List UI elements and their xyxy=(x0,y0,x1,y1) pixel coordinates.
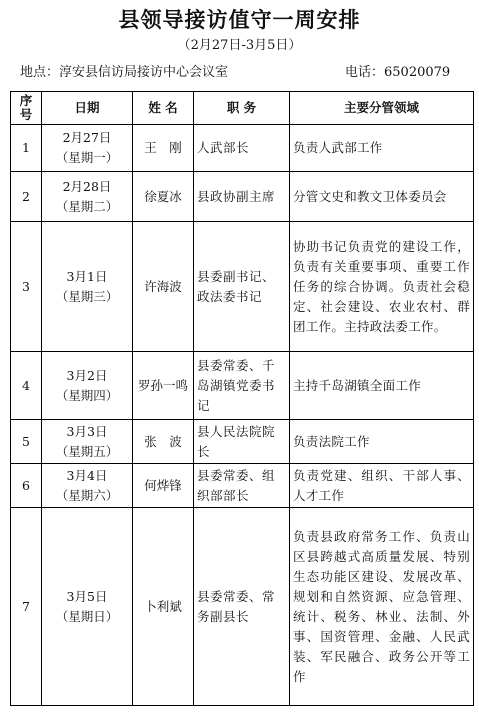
row-name: 卜利斌 xyxy=(133,508,194,706)
date-text: 3月1日 xyxy=(66,268,108,284)
table-row xyxy=(11,464,474,508)
row-duties: 负责县政府常务工作、负责山区县跨越式高质量发展、特别生态功能区建设、发展改革、规划和自然资源、应急管理、统计、税务、林业、法制、外事、国资管理、金融、人民武装、军民融合、政务公开等工作 xyxy=(290,508,474,706)
row-date xyxy=(42,420,133,464)
weekday-text: （星期六） xyxy=(55,487,119,503)
weekday-text: （星期三） xyxy=(55,288,119,304)
header-duties: 主要分管领域 xyxy=(290,92,474,125)
header-position: 职 务 xyxy=(194,92,290,125)
row-position: 县委常委、组织部部长 xyxy=(194,464,290,508)
weekday-text: （星期五） xyxy=(55,443,119,459)
row-seq: 6 xyxy=(11,464,42,508)
header-date: 日期 xyxy=(42,92,133,125)
row-position: 人武部长 xyxy=(194,125,290,172)
row-date xyxy=(42,125,133,172)
table-row xyxy=(11,508,474,706)
date-text: 2月28日 xyxy=(62,178,112,194)
row-position: 县委常委、常务副县长 xyxy=(194,508,290,706)
row-date xyxy=(42,172,133,222)
location-text: 地点：淳安县信访局接访中心会议室 xyxy=(20,65,229,80)
row-date xyxy=(42,464,133,508)
row-seq: 7 xyxy=(11,508,42,706)
header-name: 姓 名 xyxy=(133,92,194,125)
date-text: 3月2日 xyxy=(66,367,108,383)
row-name: 许海波 xyxy=(133,222,194,352)
row-seq: 5 xyxy=(11,420,42,464)
table-row xyxy=(11,172,474,222)
date-text: 3月4日 xyxy=(66,467,108,483)
row-position: 县人民法院院长 xyxy=(194,420,290,464)
row-name: 罗孙一鸣 xyxy=(133,352,194,420)
row-seq: 1 xyxy=(11,125,42,172)
page-title: 县领导接访值守一周安排 xyxy=(118,8,361,32)
row-duties: 主持千岛湖镇全面工作 xyxy=(290,352,474,420)
phone-text: 电话：65020079 xyxy=(345,65,451,80)
row-name: 徐夏冰 xyxy=(133,172,194,222)
row-date xyxy=(42,508,133,706)
header-seq: 序号 xyxy=(11,92,42,125)
weekday-text: （星期二） xyxy=(55,198,119,214)
schedule-table xyxy=(10,91,474,706)
row-position: 县政协副主席 xyxy=(194,172,290,222)
table-header-row xyxy=(11,92,474,125)
row-position: 县委常委、千岛湖镇党委书记 xyxy=(194,352,290,420)
row-position: 县委副书记、政法委书记 xyxy=(194,222,290,352)
row-date xyxy=(42,352,133,420)
table-row xyxy=(11,125,474,172)
weekday-text: （星期四） xyxy=(55,387,119,403)
row-name: 张 波 xyxy=(133,420,194,464)
row-duties: 负责党建、组织、干部人事、人才工作 xyxy=(290,464,474,508)
date-text: 2月27日 xyxy=(62,130,112,145)
row-duties: 负责人武部工作 xyxy=(290,125,474,172)
date-text: 3月5日 xyxy=(66,588,108,604)
row-name: 王 刚 xyxy=(133,125,194,172)
date-text: 3月3日 xyxy=(66,423,108,439)
row-name: 何烨锋 xyxy=(133,464,194,508)
row-date xyxy=(42,222,133,352)
row-duties: 负责法院工作 xyxy=(290,420,474,464)
date-range: （2月27日-3月5日） xyxy=(177,38,302,53)
table-row xyxy=(11,420,474,464)
table-row xyxy=(11,352,474,420)
table-row xyxy=(11,222,474,352)
row-seq: 4 xyxy=(11,352,42,420)
row-duties: 协助书记负责党的建设工作，负责有关重要事项、重要工作任务的综合协调。负责社会稳定、社会建设、农业农村、群团工作。主持政法委工作。 xyxy=(290,222,474,352)
row-seq: 3 xyxy=(11,222,42,352)
weekday-text: （星期一） xyxy=(55,150,119,165)
row-seq: 2 xyxy=(11,172,42,222)
row-duties: 分管文史和教文卫体委员会 xyxy=(290,172,474,222)
weekday-text: （星期日） xyxy=(55,608,119,624)
